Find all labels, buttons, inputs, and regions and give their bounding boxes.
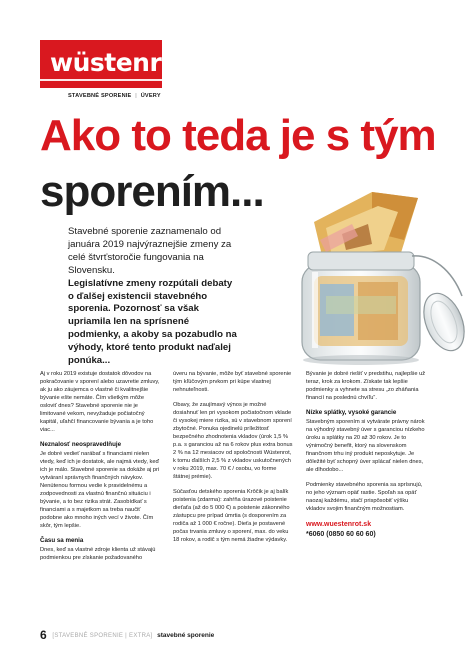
col3-paragraph-3: Podmienky stavebného sporenia sa sprísnujú, no jeho význam opäť rastie. Spoľah sa opäť naozaj každému, stačí prispôsobiť výšku vkladov svojim finančným možnostiam. <box>306 482 423 512</box>
col1-paragraph-1: Aj v roku 2019 existuje dostatok dôvodov na pokračovanie v sporení alebo uzavretie zmluvy, ak ju ako záujemca o vlastné či kvalitnejšie bývanie ešte nemáte. Čím všetkým môže osloviť dnes? Stavebné sporenie nie je limitované vekom, nevyžaduje počiatočný kapitál, uľahčí financovanie bývania a je toho viac... <box>40 371 160 433</box>
lead-intro: Stavebné sporenie zaznamenalo od januára 2019 najvýraznejšie zmeny za celé štvrťstoročie fungovania na Slovensku. <box>68 226 232 276</box>
title-line-2: sporením... <box>40 167 264 216</box>
col1-subheading-1: Neznalosť neospravedlňuje <box>40 441 122 448</box>
page-number: 6 <box>40 628 47 642</box>
website-link[interactable]: www.wuestenrot.sk <box>306 521 372 528</box>
article-column-3 <box>306 370 428 540</box>
col1-paragraph-2: Je dobré vedieť narábať s financiami nielen vtedy, keď ich je dostatok, ale najmä vtedy, keď ich je málo. Stavebné sporenie sa dokáže aj pri vytváraní správnych finančných návykov. Nenútenou formou vedie k pravidelnému a zodpovednosti za vlastnú finančnú situáciu i bývanie, a to bez rizika strát. Zasobídkať s financiami a s majetkom sa treba naučiť podobne ako mnoho iných vecí v živote. Čím skôr, tým lepšie. <box>40 451 160 529</box>
wuestenrot-logo <box>40 40 190 88</box>
col3-paragraph-2: Stavebným sporením si vytvárate právny nárok na výhodný stavebný úver s garanciou nízkeho úroku a splátky na 20 až 30 rokov. Je to výnimočný benefit, ktorý na slovenskom finančnom trhu iný produkt neposkytuje. Je dôležité byť schopný úver splácať nielen dnes, ale dlhodobo... <box>306 419 425 473</box>
lead-paragraph <box>68 226 238 368</box>
section-label-right: ÚVERY <box>140 93 161 99</box>
logo-text: wüstenrot <box>50 48 190 77</box>
logo-underline <box>40 79 162 81</box>
col3-subheading-1: Nízke splátky, vysoké garancie <box>306 409 397 416</box>
footer-magazine-name: stavebné sporenie <box>157 632 215 639</box>
section-label <box>68 93 161 99</box>
col3-paragraph-1: Bývanie je dobré riešiť v predstihu, najlepšie už teraz, krok za krokom. Získate tak lepšie podmienky a vyhnete sa stresu „zo zháňania financií na poslednú chvíľu“. <box>306 371 426 401</box>
col2-paragraph-2: Obavy, že zaujímavý výnos je možné dosiahnuť len pri vysokom počiatočnom vklade či vysokej miere rizika, sú v stavebnom sporení zbytočné. Ponuka ojedinelú príležitosť bezpečného zhodnotenia vkladov (úrok 1,5 % p.a. s garanciou až na 6 rokov plus extra bonus 2 % na 12 mesiacov od spoločnosti Wüstenrot, k tomu ďalších 2,5 % z vkladov uskutočnených v roku 2019, max. 70 € / osobu, vo forme štátnej prémie). <box>173 402 293 480</box>
article-column-1 <box>40 370 160 569</box>
section-label-left: STAVEBNÉ SPORENIE <box>68 93 132 99</box>
title-line-1: Ako to teda je s tým <box>40 111 436 160</box>
glass-jar-graphic <box>302 252 420 365</box>
col1-paragraph-3: Dnes, keď sa vlastné zdroje klienta už stávajú podmienkou pre získanie požadovaného <box>40 547 156 561</box>
page-footer <box>40 628 214 642</box>
phone-number: *6060 (0850 60 60 60) <box>306 531 376 538</box>
lead-bold: Legislatívne zmeny rozpútali debaty o ďalšej existencii stavebného sporenia. Pozornosť sa však upriamila len na sprísnené podmienky, a akoby sa pozabudlo na výhody, ktoré tento produkt naďalej ponúka... <box>68 277 237 367</box>
jar-lid-graphic <box>412 256 472 357</box>
article-column-2 <box>173 370 293 551</box>
section-label-divider: | <box>135 93 137 99</box>
col2-paragraph-1: úveru na bývanie, môže byť stavebné sporenie tým kľúčovým prvkom pri kúpe vlastnej nehnuteľnosti. <box>173 371 292 393</box>
col1-subheading-2: Času sa menia <box>40 537 84 544</box>
money-jar-image <box>222 184 472 372</box>
col2-paragraph-3: Súčasťou detského sporenia Krôčik je aj balík poistenia (zdarma): zahŕňa úrazové poistenie dieťaťa (až do 5 000 €) a poistenie zákonného zástupcu pre prípad úmrtia (s dosporením za rodiča až 1 000 € ročne). Dieťa je postavené počas trvania zmluvy o sporení, max. do veku 18 rokov, a rodič s tým nemá žiadne výdavky. <box>173 489 290 543</box>
footer-section-tag: [STAVEBNÉ SPORENIE | EXTRA] <box>52 633 153 639</box>
